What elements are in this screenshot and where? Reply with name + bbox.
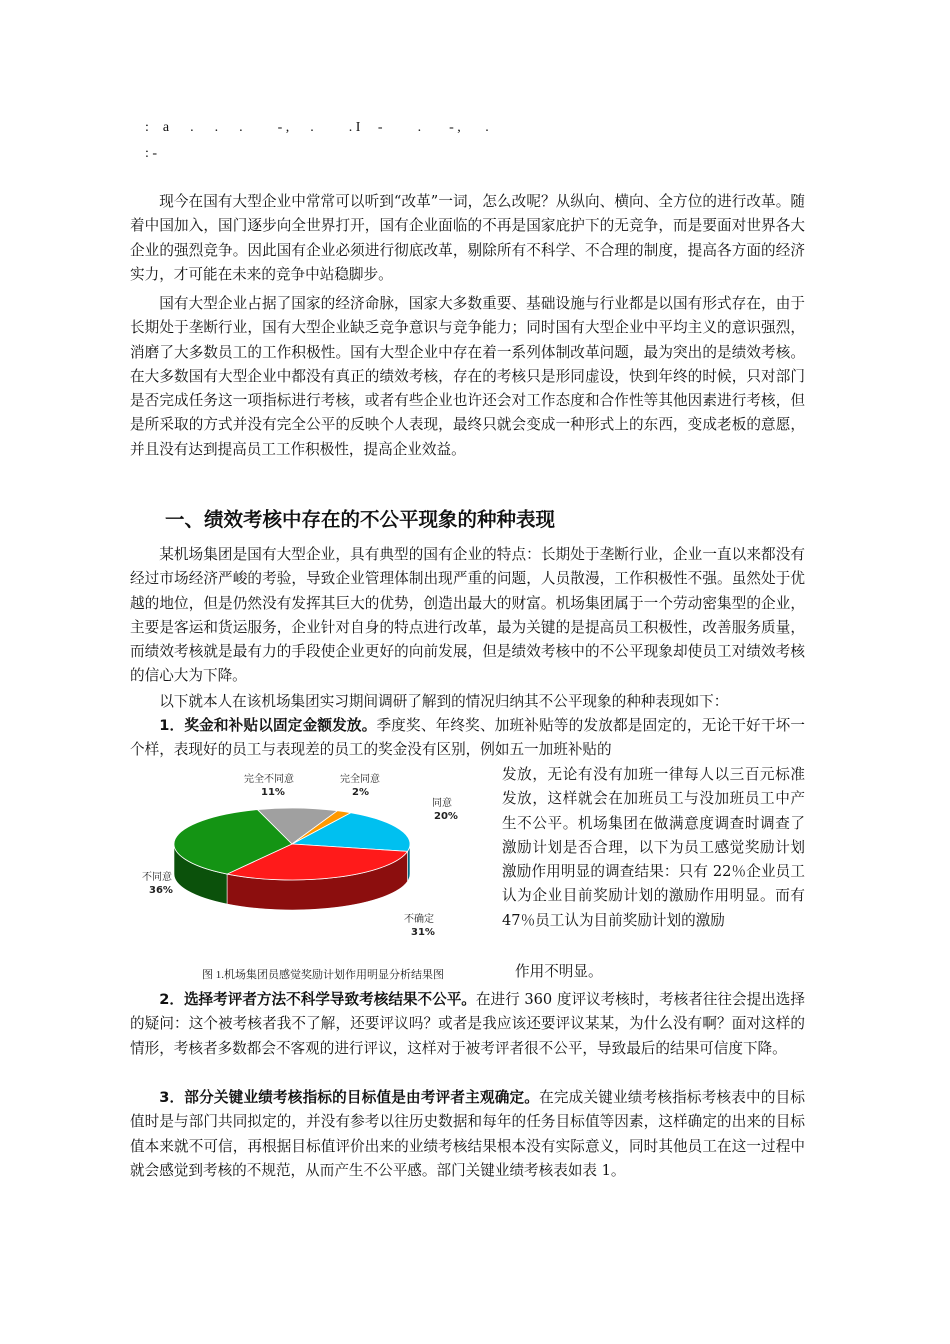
keywords-line-2: : -: [145, 146, 158, 161]
item-1-title: 1．奖金和补贴以固定金额发放。: [159, 717, 377, 734]
intro-paragraph-1: 现今在国有大型企业中常常可以听到“改革”一词，怎么改呢？从纵向、横向、全方位的进行改革。随着中国加入，国门逐步向全世界打开，国有企业面临的不再是国家庇护下的无竞争，而是要面对世界各大企业的强烈竞争。因此国有企业必须进行彻底改革，剔除所有不科学、不合理的制度，提高各方面的经济实力，才可能在未来的竞争中站稳脚步。: [130, 193, 805, 283]
keywords-line-1: : a . . . - , . . I - . - , .: [145, 120, 489, 135]
item-2-title: 2．选择考评者方法不科学导致考核结果不公平。: [159, 991, 476, 1008]
pie-value-label-3: 11%: [261, 787, 285, 798]
pie-label-0: 同意: [432, 798, 452, 809]
item-1-text: 季度奖、年终奖、加班补贴等的发放都是固定的，无论干好干坏一个样，表现好的员工与表现差的员工的奖金没有区别，例如五一加班补贴的: [130, 717, 805, 759]
pie-label-1: 不确定: [404, 914, 434, 925]
pie-label-3: 完全不同意: [244, 774, 294, 785]
pie-value-label-4: 2%: [352, 787, 369, 798]
item-3-title: 3．部分关键业绩考核指标的目标值是由考评者主观确定。: [159, 1089, 540, 1106]
item-2: [130, 988, 805, 1061]
intro-paragraph-2: 国有大型企业占据了国家的经济命脉，国家大多数重要、基础设施与行业都是以国有形式存在，由于长期处于垄断行业，国有大型企业缺乏竞争意识与竞争能力；同时国有大型企业中平均主义的意识强烈，消磨了大多数员工的工作积极性。国有大型企业中存在着一系列体制改革问题，最为突出的是绩效考核。在大多数国有大型企业中都没有真正的绩效考核，存在的考核只是形同虚设，快到年终的时候，只对部门是否完成任务这一项指标进行考核，或者有些企业也许还会对工作态度和合作性等其他因素进行考核，但是所采取的方式并没有完全公平的反映个人表现，最终只就会变成一种形式上的东西，变成老板的意愿，并且没有达到提高员工工作积极性，提高企业效益。: [130, 295, 805, 458]
pie-value-label-1: 31%: [411, 927, 435, 938]
pie-label-4: 完全同意: [340, 774, 380, 785]
pie-value-label-2: 36%: [149, 885, 173, 896]
section-heading: 一、绩效考核中存在的不公平现象的种种表现: [165, 508, 556, 531]
item-1-continued: 发放，无论有没有加班一律每人以三百元标准发放，这样就会在加班员工与没加班员工中产生不公平。机场集团在做满意度调查时调查了激励计划是否合理，以下为员工感觉奖励计划激励作用明显的调查结果：只有 22％企业员工认为企业目前奖励计划的激励作用明显。而有 47％员工认为目前奖励计划的激励: [502, 766, 805, 929]
item-1: [130, 714, 805, 763]
section-paragraph-1: 某机场集团是国有大型企业，具有典型的国有企业的特点：长期处于垄断行业，企业一直以来都没有经过市场经济严峻的考验，导致企业管理体制出现严重的问题，人员散漫，工作积极性不强。虽然处于优越的地位，但是仍然没有发挥其巨大的优势，创造出最大的财富。机场集团属于一个劳动密集型的企业，主要是客运和货运服务，企业针对自身的特点进行改革，最为关键的是提高员工积极性，改善服务质量，而绩效考核就是最有力的手段使企业更好的向前发展，但是绩效考核中的不公平现象却使员工对绩效考核的信心大为下降。: [130, 546, 805, 685]
section-paragraph-2: 以下就本人在该机场集团实习期间调研了解到的情况归纳其不公平现象的种种表现如下：: [159, 693, 729, 710]
item-1-end: 作用不明显。: [515, 963, 603, 980]
item-2-text: 在进行 360 度评议考核时，考核者往往会提出选择的疑问：这个被考核者我不了解，还要评议吗？或者是我应该还要评议某某，为什么没有啊？面对这样的情形，考核者多数都会不客观的进行评议，这样对于被考评者很不公平，导致最后的结果可信度下降。: [130, 991, 806, 1057]
figure-caption: 图 1.机场集团员感觉奖励计划作用明显分析结果图: [202, 969, 444, 981]
pie-value-label-0: 20%: [434, 811, 458, 822]
pie-chart: [132, 772, 477, 952]
item-3-text: 在完成关键业绩考核指标考核表中的目标值时是与部门共同拟定的，并没有参考以往历史数据和每年的任务目标值等因素，这样确定的出来的目标值本来就不可信，再根据目标值评价出来的业绩考核结果根本没有实际意义，同时其他员工在这一过程中就会感觉到考核的不规范，从而产生不公平感。部门关键业绩考核表如表 1。: [130, 1089, 805, 1179]
pie-label-2: 不同意: [142, 872, 172, 883]
item-3: [130, 1086, 805, 1183]
